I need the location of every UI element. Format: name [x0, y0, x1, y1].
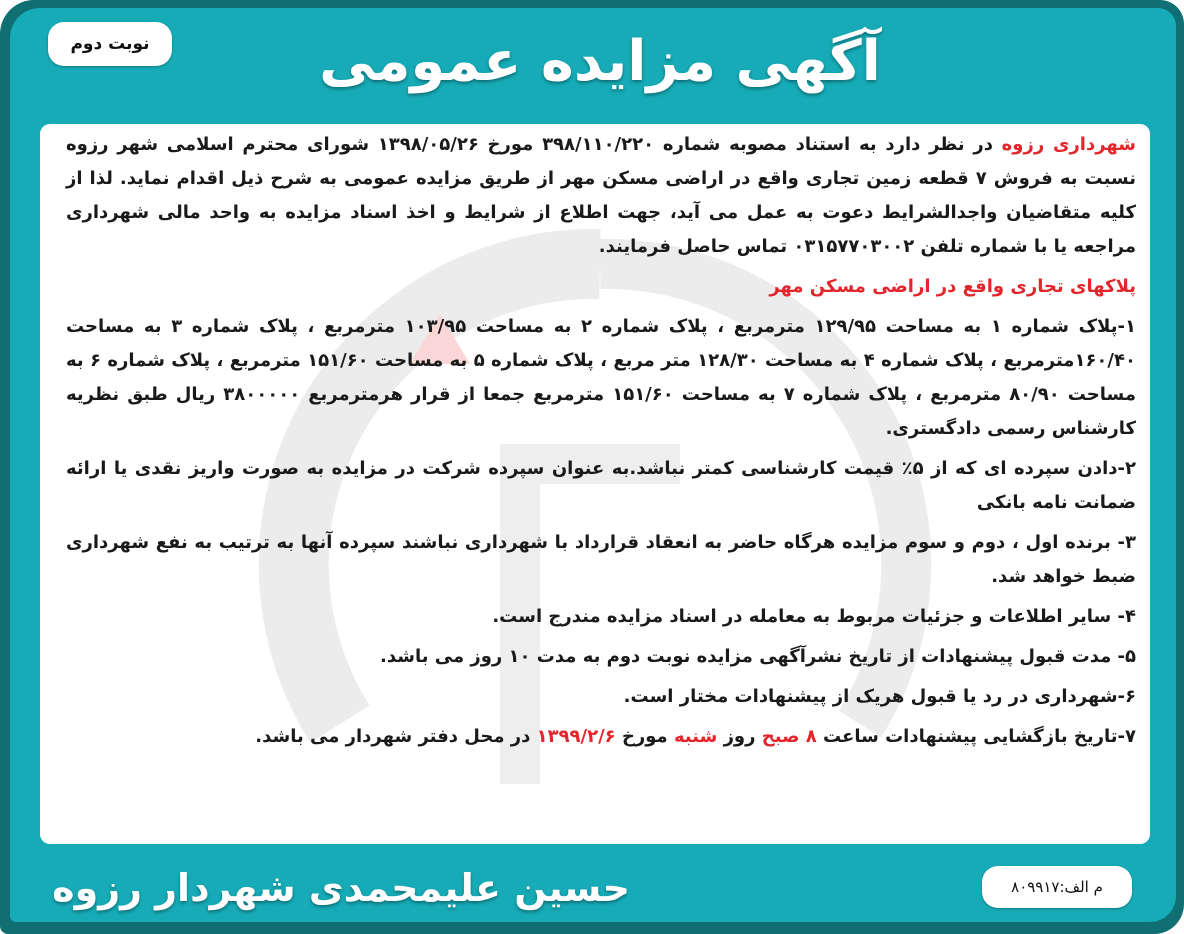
ad-title: آگهی مزایده عمومی — [319, 29, 881, 94]
intro-text: در نظر دارد به استناد مصوبه شماره ۳۹۸/۱۱۰/۲۲۰ مورخ ۱۳۹۸/۰۵/۲۶ شورای محترم اسلامی شهر رزوه نسبت به فروش ۷ قطعه زمین تجاری واقع در اراضی مسکن مهر از طریق مزایده عمومی به شرح ذیل اقدام نماید. لذا از کلیه متقاضیان واجدالشرایط دعوت به عمل می آید، جهت اطلاع از شرایط و اخذ اسناد مزایده به واحد مالی شهرداری مراجعه یا با شماره تلفن ۰۳۱۵۷۷۰۳۰۰۲ تماس حاصل فرمایند. — [66, 134, 1136, 257]
condition-item: ۲-دادن سپرده ای که از ۵٪ قیمت کارشناسی کمتر نباشد.به عنوان سپرده شرکت در مزایده به صورت واریز نقدی یا ارائه ضمانت نامه بانکی — [66, 458, 1136, 513]
condition-item-7 — [66, 720, 1136, 754]
text: در محل دفتر شهردار می باشد. — [255, 726, 537, 747]
ad-text — [66, 128, 1136, 760]
signature: حسین علیمحمدی شهردار رزوه — [52, 866, 630, 910]
condition-item: ۴- سایر اطلاعات و جزئیات مربوط به معامله در اسناد مزایده مندرج است. — [492, 606, 1136, 627]
condition-item: ۱-پلاک شماره ۱ به مساحت ۱۲۹/۹۵ مترمربع ، پلاک شماره ۲ به مساحت ۱۰۳/۹۵ مترمربع ، پلاک شماره ۳ به مساحت ۱۶۰/۴۰مترمربع ، پلاک شماره ۴ به مساحت ۱۲۸/۳۰ متر مربع ، پلاک شماره ۵ به مساحت ۱۵۱/۶۰ مترمربع ، پلاک شماره ۶ به مساحت ۸۰/۹۰ مترمربع ، پلاک شماره ۷ به مساحت ۱۵۱/۶۰ مترمربع جمعا از قرار هرمترمربع ۳۸۰۰۰۰۰ ریال طبق نظریه کارشناس رسمی دادگستری. — [66, 316, 1136, 439]
round-badge: نوبت دوم — [48, 22, 172, 66]
section-heading: پلاکهای تجاری واقع در اراضی مسکن مهر — [769, 276, 1136, 297]
opening-day: شنبه — [673, 726, 718, 747]
municipality-name: شهرداری رزوه — [1001, 134, 1136, 155]
text: مورخ — [615, 726, 674, 747]
intro-paragraph — [66, 128, 1136, 264]
opening-date: ۱۳۹۹/۲/۶ — [536, 726, 616, 747]
opening-time: ۸ صبح — [761, 726, 817, 747]
condition-item: ۶-شهرداری در رد یا قبول هریک از پیشنهادات مختار است. — [623, 686, 1136, 707]
condition-item: ۵- مدت قبول پیشنهادات از تاریخ نشرآگهی مزایده نوبت دوم به مدت ۱۰ روز می باشد. — [380, 646, 1136, 667]
text: روز — [717, 726, 762, 747]
ad-code-badge: م الف:۸۰۹۹۱۷ — [982, 866, 1132, 908]
ad-body — [40, 124, 1150, 844]
text: ۷-تاریخ بازگشایی پیشنهادات ساعت — [816, 726, 1136, 747]
condition-item: ۳- برنده اول ، دوم و سوم مزایده هرگاه حاضر به انعقاد قرارداد با شهرداری نباشند سپرده آنها به ترتیب به نفع شهرداری ضبط خواهد شد. — [66, 532, 1136, 587]
